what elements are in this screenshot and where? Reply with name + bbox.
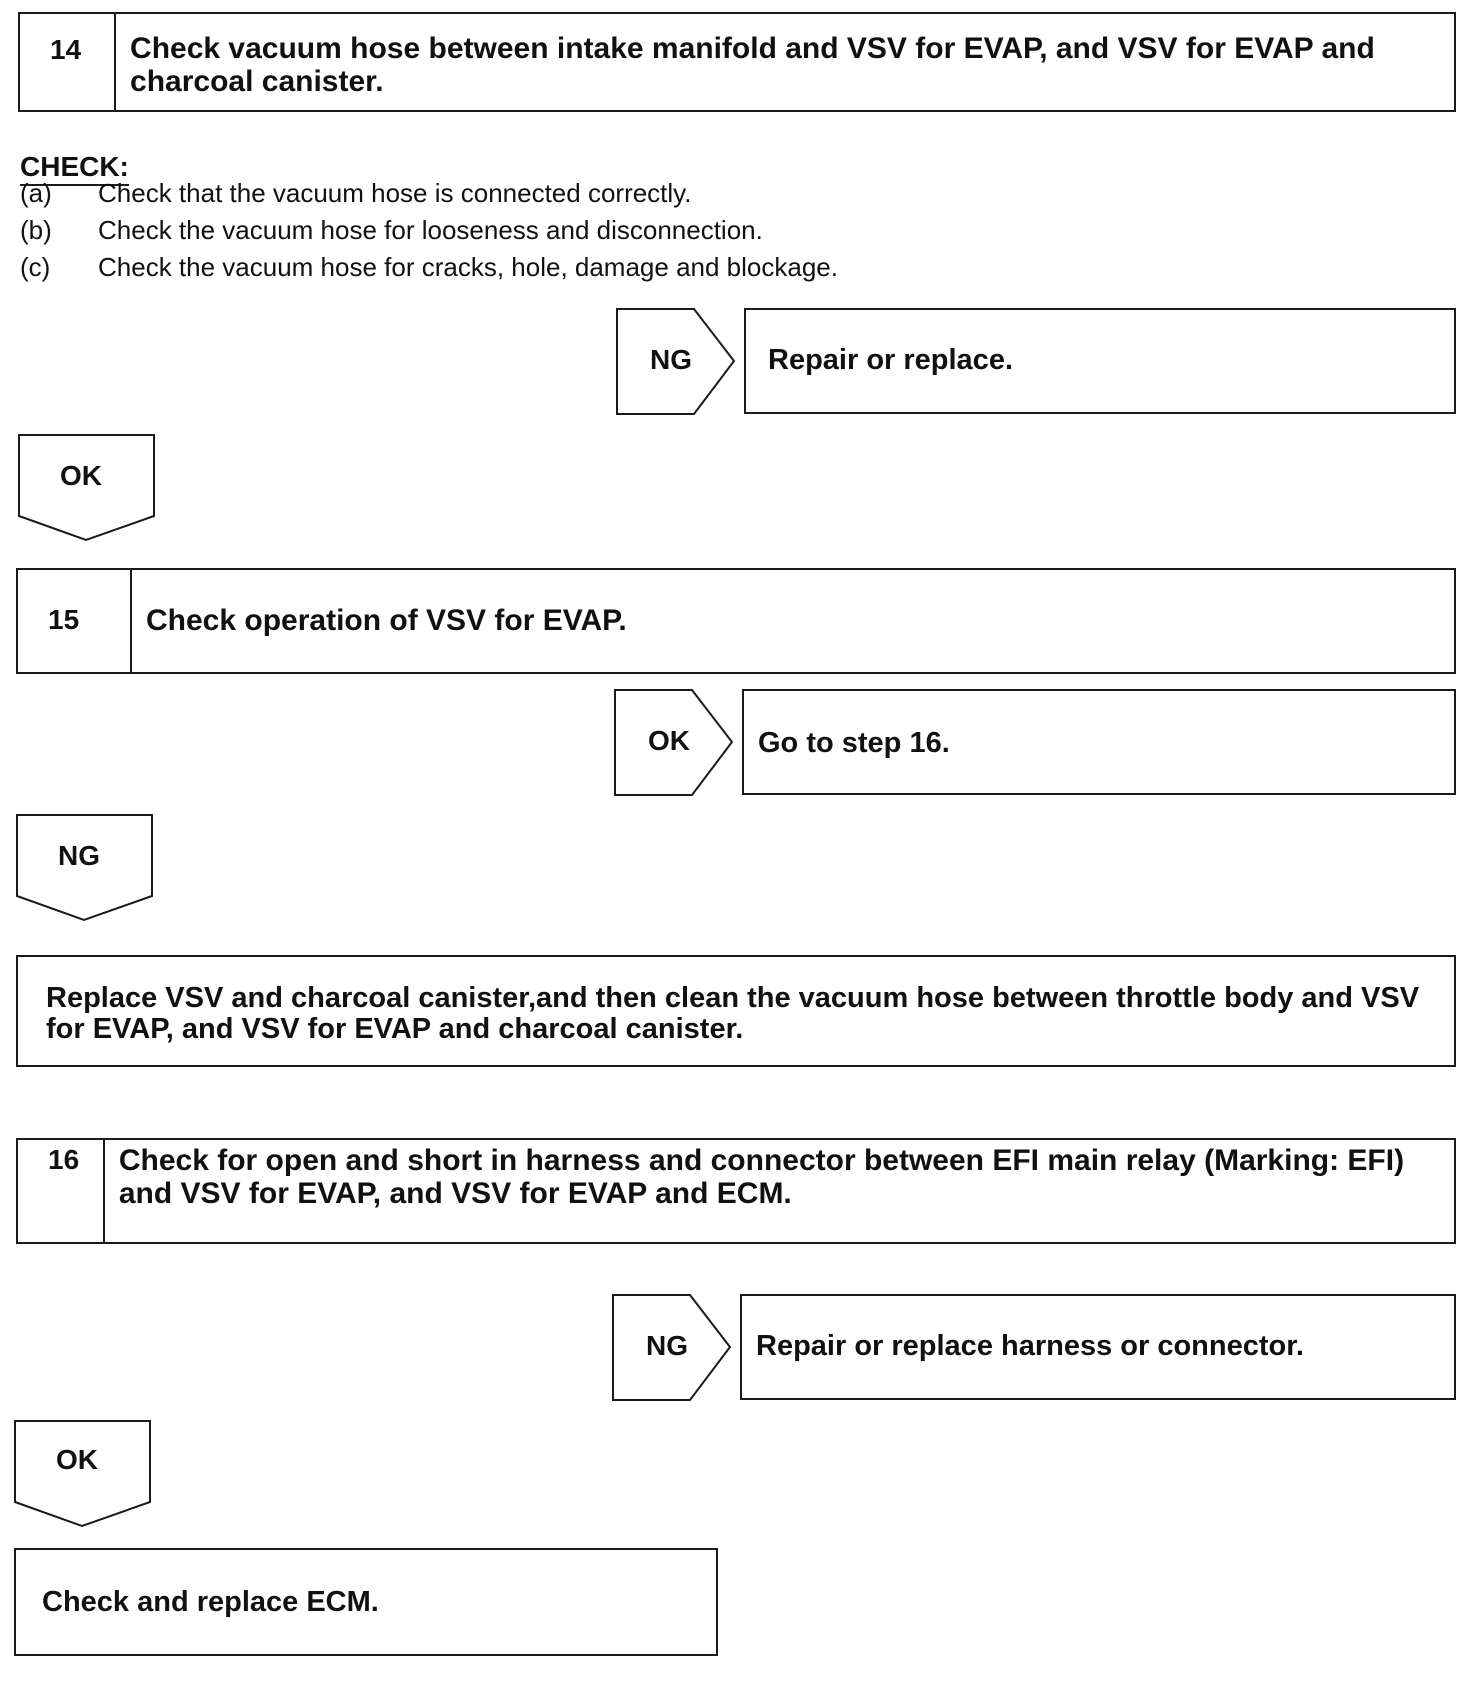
ok-label: OK xyxy=(648,725,690,756)
check-item-letter: (c) xyxy=(20,252,51,282)
ng-result-text: Repair or replace harness or connector. xyxy=(756,1330,1304,1362)
step-number: 16 xyxy=(18,1140,105,1242)
ng-arrow-tag xyxy=(616,308,736,416)
ng-result-box xyxy=(744,308,1456,414)
ok-label: OK xyxy=(60,460,102,491)
step-title: Check vacuum hose between intake manifold and VSV for EVAP, and VSV for EVAP and charcoal canister. xyxy=(130,32,1375,98)
ng-arrow-tag xyxy=(612,1294,732,1402)
ng-label: NG xyxy=(646,1330,688,1361)
step-number: 15 xyxy=(18,570,132,672)
step-16-box xyxy=(16,1138,1456,1244)
check-item-letter: (b) xyxy=(20,215,52,245)
check-item-letter: (a) xyxy=(20,178,52,208)
step-title: Check for open and short in harness and connector between EFI main relay (Marking: EFI) and VSV for EVAP, and VSV for EVAP and ECM. xyxy=(118,1144,1405,1210)
check-item-text: Check the vacuum hose for looseness and disconnection. xyxy=(98,215,763,245)
check-item xyxy=(20,252,838,283)
check-item xyxy=(20,178,691,209)
ok-arrow-tag xyxy=(14,1420,152,1528)
step-15-box xyxy=(16,568,1456,674)
step-title: Check operation of VSV for EVAP. xyxy=(146,604,627,637)
ok-arrow-tag xyxy=(18,434,156,542)
ok-label: OK xyxy=(56,1444,98,1475)
replace-instruction-text: Replace VSV and charcoal canister,and then clean the vacuum hose between throttle body and VSV for EVAP, and VSV for EVAP and charcoal canister. xyxy=(46,982,1420,1045)
ng-arrow-tag xyxy=(16,814,154,922)
step-number: 14 xyxy=(20,14,116,110)
ng-result-text: Repair or replace. xyxy=(768,344,1013,376)
check-heading: CHECK: xyxy=(20,151,129,186)
ng-result-box xyxy=(740,1294,1456,1400)
ok-result-text: Go to step 16. xyxy=(758,727,950,759)
step-14-box xyxy=(18,12,1456,112)
replace-instruction-box xyxy=(16,955,1456,1067)
ok-result-box xyxy=(742,689,1456,795)
final-action-box xyxy=(14,1548,718,1656)
final-action-text: Check and replace ECM. xyxy=(42,1586,379,1618)
ok-arrow-tag xyxy=(614,689,734,797)
check-item xyxy=(20,215,763,246)
check-item-text: Check that the vacuum hose is connected correctly. xyxy=(98,178,692,208)
ng-label: NG xyxy=(650,344,692,375)
check-item-text: Check the vacuum hose for cracks, hole, damage and blockage. xyxy=(98,252,838,282)
ng-label: NG xyxy=(58,840,100,871)
